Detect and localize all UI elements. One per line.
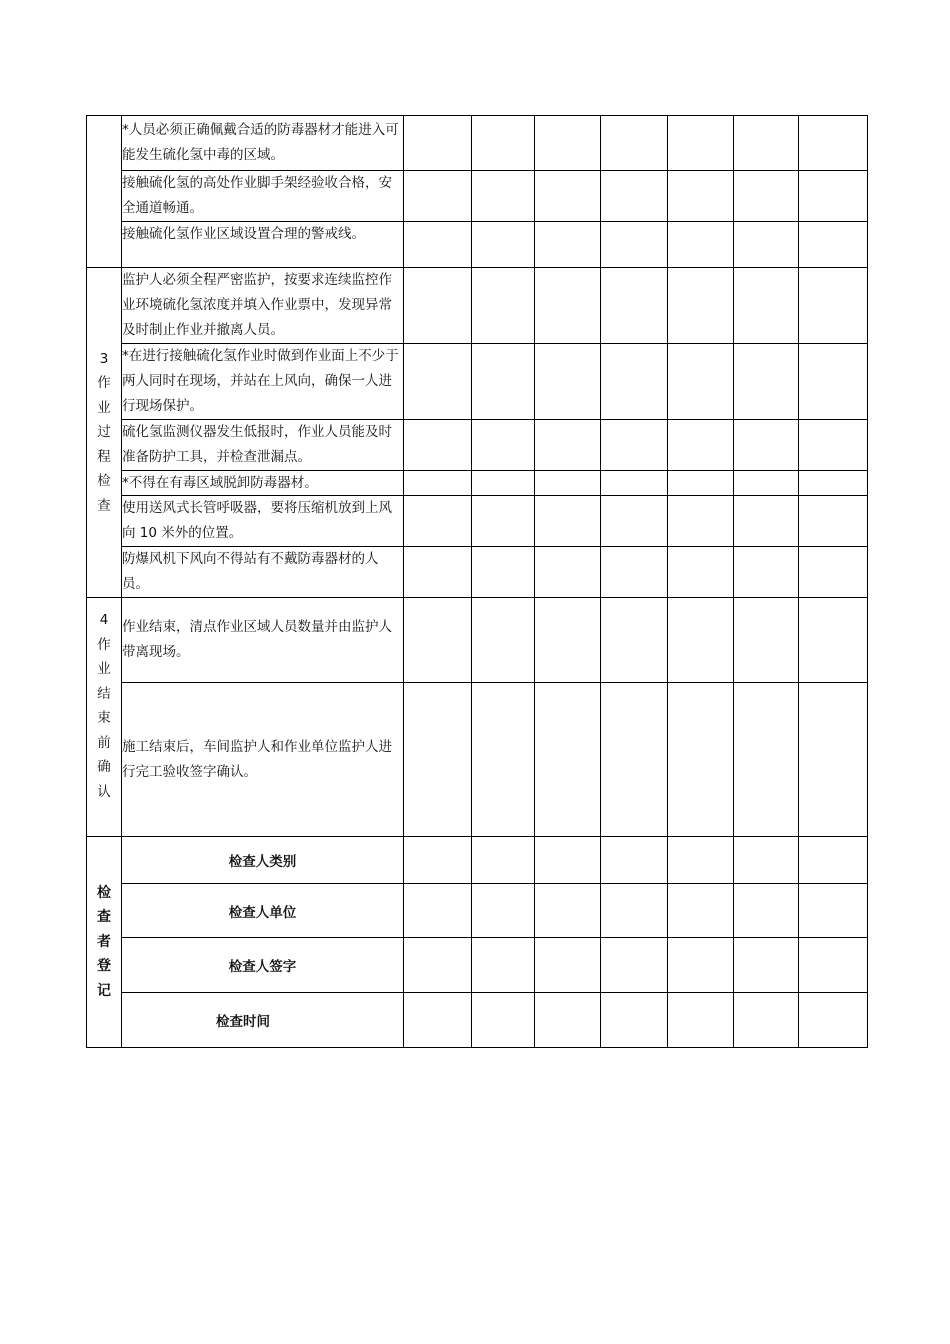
table-row: [87, 683, 868, 837]
check-box[interactable]: [404, 420, 472, 471]
inspector-signature-label: [122, 938, 404, 993]
section-title-char: 业: [97, 661, 111, 677]
check-box[interactable]: [535, 598, 601, 683]
check-box[interactable]: [734, 471, 799, 496]
table-row: [87, 420, 868, 471]
check-box[interactable]: [404, 496, 472, 547]
check-box[interactable]: [668, 268, 734, 344]
input-cell[interactable]: [535, 837, 601, 884]
input-cell[interactable]: [799, 884, 868, 938]
check-box[interactable]: [472, 598, 535, 683]
table-row: [87, 993, 868, 1048]
check-box[interactable]: [404, 344, 472, 420]
check-box[interactable]: [734, 268, 799, 344]
section-title-char: 前: [97, 734, 111, 751]
check-box[interactable]: [404, 547, 472, 598]
check-box[interactable]: [601, 547, 668, 598]
check-box[interactable]: [799, 496, 868, 547]
check-box[interactable]: [535, 222, 601, 268]
check-item-text: 监护人必须全程严密监护，按要求连续监控作业环境硫化氢浓度并填入作业票中，发现异常及时制止作业并撤离人员。: [122, 268, 404, 344]
input-cell[interactable]: [799, 993, 868, 1048]
section-title-char: 束: [97, 710, 111, 726]
check-box[interactable]: [799, 116, 868, 171]
check-item-text: 施工结束后，车间监护人和作业单位监护人进行完工验收签字确认。: [122, 683, 404, 837]
table-row: [87, 598, 868, 683]
check-box[interactable]: [799, 598, 868, 683]
input-cell[interactable]: [472, 993, 535, 1048]
input-cell[interactable]: [734, 938, 799, 993]
section-cell-continued: [87, 116, 122, 268]
input-cell[interactable]: [404, 938, 472, 993]
check-box[interactable]: [472, 496, 535, 547]
table-row: [87, 268, 868, 344]
section-title-char: 业: [97, 399, 111, 416]
section-title-char: 4: [99, 612, 109, 628]
section-title-char: 登: [97, 958, 111, 975]
section-title-char: 过: [97, 424, 111, 441]
check-item-text: 作业结束，清点作业区域人员数量并由监护人带离现场。: [122, 598, 404, 683]
check-box[interactable]: [535, 496, 601, 547]
input-cell[interactable]: [734, 837, 799, 884]
input-cell[interactable]: [668, 837, 734, 884]
check-item-text: *人员必须正确佩戴合适的防毒器材才能进入可能发生硫化氢中毒的区域。: [122, 116, 404, 171]
check-box[interactable]: [535, 547, 601, 598]
input-cell[interactable]: [601, 938, 668, 993]
check-box[interactable]: [799, 471, 868, 496]
section-title-char: 查: [97, 909, 111, 926]
check-box[interactable]: [799, 547, 868, 598]
input-cell[interactable]: [472, 938, 535, 993]
section-title-char: 查: [97, 497, 111, 514]
table-row: [87, 471, 868, 496]
input-cell[interactable]: [799, 837, 868, 884]
check-box[interactable]: [668, 598, 734, 683]
check-box[interactable]: [404, 598, 472, 683]
label-text: 检查时间: [216, 1014, 270, 1030]
section-title-char: 者: [97, 933, 111, 950]
check-box[interactable]: [734, 116, 799, 171]
check-item-text: 接触硫化氢的高处作业脚手架经验收合格，安全通道畅通。: [122, 171, 404, 222]
check-box[interactable]: [535, 344, 601, 420]
check-box[interactable]: [668, 344, 734, 420]
check-box[interactable]: [601, 420, 668, 471]
label-text: 检查人类别: [228, 854, 297, 870]
table-row: [87, 344, 868, 420]
check-box[interactable]: [799, 171, 868, 222]
label-text: 检查人单位: [228, 904, 297, 921]
check-box[interactable]: [472, 683, 535, 837]
check-box[interactable]: [734, 222, 799, 268]
section-title-char: 认: [97, 783, 111, 800]
check-item-text: *在进行接触硫化氢作业时做到作业面上不少于两人同时在现场，并站在上风向，确保一人进行现场保护。: [122, 344, 404, 420]
check-box[interactable]: [601, 683, 668, 837]
check-box[interactable]: [668, 683, 734, 837]
check-box[interactable]: [472, 344, 535, 420]
check-box[interactable]: [799, 683, 868, 837]
check-box[interactable]: [404, 171, 472, 222]
check-box[interactable]: [472, 171, 535, 222]
check-box[interactable]: [404, 222, 472, 268]
input-cell[interactable]: [404, 837, 472, 884]
check-box[interactable]: [472, 471, 535, 496]
check-box[interactable]: [734, 547, 799, 598]
table-row: [87, 496, 868, 547]
check-box[interactable]: [404, 683, 472, 837]
checklist-table: [86, 115, 868, 1048]
input-cell[interactable]: [668, 993, 734, 1048]
input-cell[interactable]: [472, 884, 535, 938]
check-box[interactable]: [472, 420, 535, 471]
input-cell[interactable]: [601, 837, 668, 884]
section-4-title: [87, 598, 122, 837]
check-item-text: 接触硫化氢作业区域设置合理的警戒线。: [122, 222, 404, 268]
check-box[interactable]: [734, 598, 799, 683]
check-box[interactable]: [404, 268, 472, 344]
check-box[interactable]: [601, 496, 668, 547]
check-box[interactable]: [601, 598, 668, 683]
check-box[interactable]: [472, 116, 535, 171]
check-box[interactable]: [535, 268, 601, 344]
check-box[interactable]: [734, 496, 799, 547]
section-title-char: 结: [97, 685, 111, 702]
check-box[interactable]: [535, 116, 601, 171]
check-box[interactable]: [799, 268, 868, 344]
check-box[interactable]: [472, 268, 535, 344]
inspection-time-label: [122, 993, 404, 1048]
check-item-text: 使用送风式长管呼吸器，要将压缩机放到上风向 10 米外的位置。: [122, 496, 404, 547]
check-box[interactable]: [535, 471, 601, 496]
check-box[interactable]: [472, 547, 535, 598]
input-cell[interactable]: [734, 884, 799, 938]
check-box[interactable]: [668, 496, 734, 547]
table-row: [87, 116, 868, 171]
table-row: [87, 884, 868, 938]
check-item-text: 硫化氢监测仪器发生低报时，作业人员能及时准备防护工具，并检查泄漏点。: [122, 420, 404, 471]
input-cell[interactable]: [535, 938, 601, 993]
check-box[interactable]: [799, 420, 868, 471]
check-box[interactable]: [472, 222, 535, 268]
input-cell[interactable]: [601, 993, 668, 1048]
check-box[interactable]: [668, 171, 734, 222]
table-row: [87, 171, 868, 222]
input-cell[interactable]: [535, 993, 601, 1048]
check-box[interactable]: [404, 471, 472, 496]
input-cell[interactable]: [404, 993, 472, 1048]
check-box[interactable]: [734, 344, 799, 420]
check-box[interactable]: [734, 420, 799, 471]
inspector-category-label: [122, 837, 404, 884]
check-box[interactable]: [601, 116, 668, 171]
check-box[interactable]: [668, 116, 734, 171]
section-title-char: 记: [97, 982, 111, 999]
section-title-char: 作: [97, 375, 111, 392]
input-cell[interactable]: [472, 837, 535, 884]
check-item-text: 防爆风机下风向不得站有不戴防毒器材的人员。: [122, 547, 404, 598]
check-box[interactable]: [535, 420, 601, 471]
check-box[interactable]: [601, 268, 668, 344]
check-box[interactable]: [601, 171, 668, 222]
section-title-char: 程: [97, 448, 111, 465]
check-box[interactable]: [601, 344, 668, 420]
check-box[interactable]: [535, 171, 601, 222]
table-row: [87, 222, 868, 268]
check-box[interactable]: [799, 344, 868, 420]
section-title-char: 作: [97, 636, 111, 653]
check-box[interactable]: [535, 683, 601, 837]
check-box[interactable]: [799, 222, 868, 268]
input-cell[interactable]: [799, 938, 868, 993]
check-box[interactable]: [668, 222, 734, 268]
section-title-char: 检: [97, 473, 111, 490]
section-3-title: [87, 268, 122, 598]
check-box[interactable]: [668, 471, 734, 496]
section-title-char: 3: [99, 350, 109, 367]
check-box[interactable]: [601, 471, 668, 496]
table-row: [87, 938, 868, 993]
registration-title: [87, 837, 122, 1048]
check-box[interactable]: [404, 116, 472, 171]
table-row: [87, 837, 868, 884]
input-cell[interactable]: [601, 884, 668, 938]
check-box[interactable]: [668, 547, 734, 598]
input-cell[interactable]: [404, 884, 472, 938]
input-cell[interactable]: [535, 884, 601, 938]
check-box[interactable]: [601, 222, 668, 268]
check-box[interactable]: [734, 171, 799, 222]
input-cell[interactable]: [734, 993, 799, 1048]
check-box[interactable]: [668, 420, 734, 471]
check-item-text: *不得在有毒区域脱卸防毒器材。: [122, 471, 404, 496]
input-cell[interactable]: [668, 884, 734, 938]
input-cell[interactable]: [668, 938, 734, 993]
label-text: 检查人签字: [228, 959, 297, 975]
table-row: [87, 547, 868, 598]
section-title-char: 检: [97, 884, 111, 901]
inspector-unit-label: [122, 884, 404, 938]
check-box[interactable]: [734, 683, 799, 837]
section-title-char: 确: [97, 759, 111, 775]
